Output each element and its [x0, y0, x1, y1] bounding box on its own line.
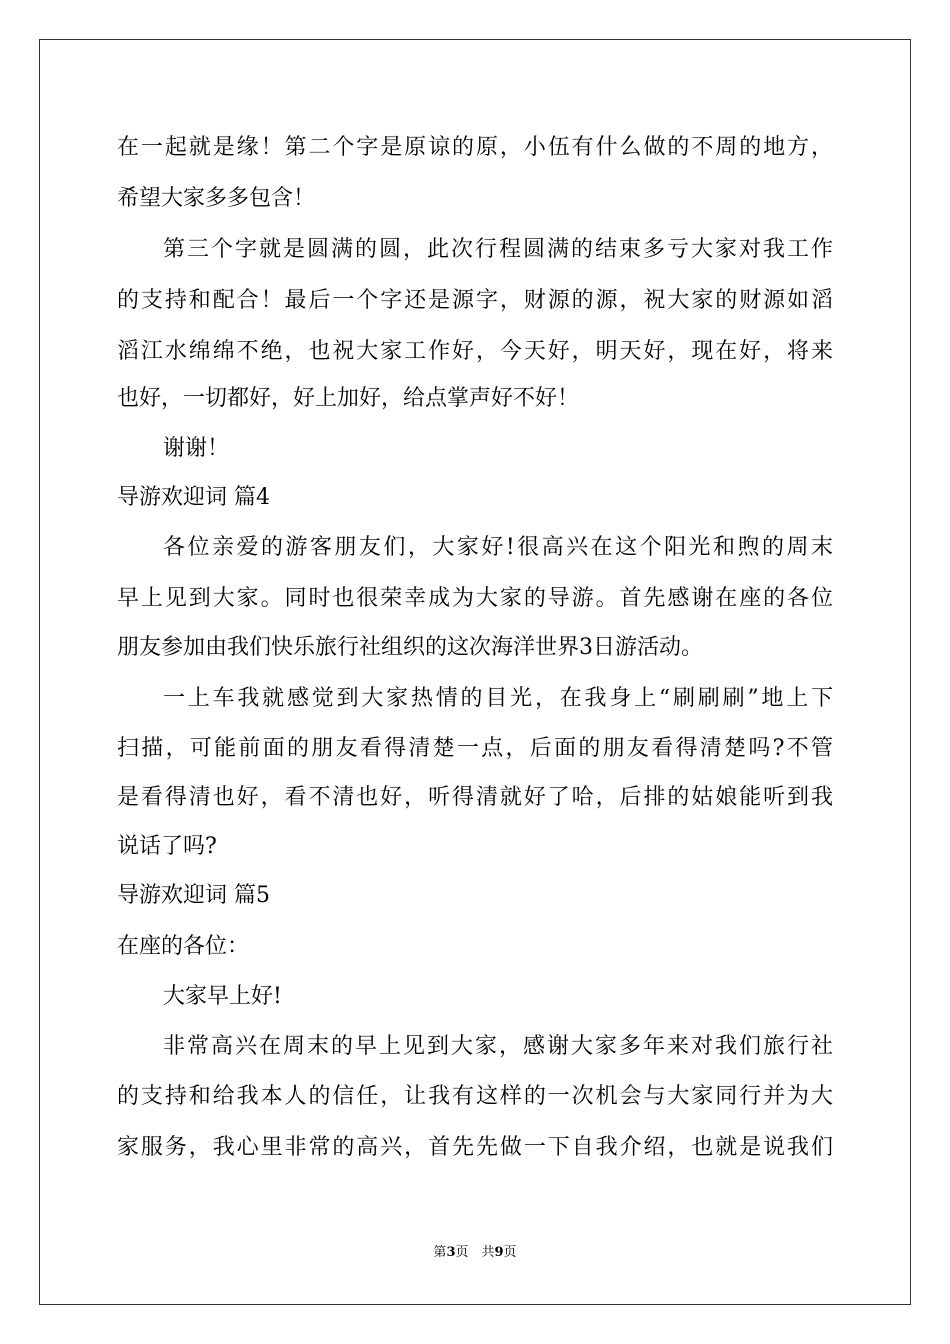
- page-prefix: 第: [433, 1245, 447, 1260]
- body-line: 希望大家多多包含！: [117, 186, 316, 211]
- page-suffix: 页: [503, 1245, 517, 1260]
- section-heading: 导游欢迎词 篇5: [117, 883, 270, 908]
- paragraph-start: 大家早上好!: [163, 984, 282, 1009]
- paragraph-start: 一上车我就感觉到大家热情的目光，在我身上“刷刷刷”地上下: [163, 686, 833, 711]
- body-line: 的支持和配合！最后一个字还是源字，财源的源，祝大家的财源如滔: [117, 288, 833, 313]
- page-footer: [0, 1244, 950, 1262]
- body-line: 在座的各位：: [117, 934, 250, 959]
- body-line: 家服务，我心里非常的高兴，首先先做一下自我介绍，也就是说我们: [117, 1135, 833, 1160]
- body-line: 朋友参加由我们快乐旅行社组织的这次海洋世界3日游活动。: [117, 635, 703, 660]
- body-line: 是看得清也好，看不清也好，听得清就好了哈，后排的姑娘能听到我: [117, 785, 833, 810]
- body-line: 在一起就是缘！第二个字是原谅的原，小伍有什么做的不周的地方，: [117, 135, 833, 160]
- paragraph-start: 非常高兴在周末的早上见到大家，感谢大家多年来对我们旅行社: [163, 1034, 833, 1059]
- page-total-number: 9: [494, 1245, 504, 1260]
- page-mid: 页 共: [455, 1245, 495, 1260]
- body-line: 的支持和给我本人的信任，让我有这样的一次机会与大家同行并为大: [117, 1084, 833, 1109]
- body-line: 说话了吗?: [117, 834, 217, 859]
- paragraph-start: 各位亲爱的游客朋友们，大家好!很高兴在这个阳光和煦的周末: [163, 535, 833, 560]
- body-line: 也好，一切都好，好上加好，给点掌声好不好！: [117, 386, 580, 411]
- paragraph-start: 第三个字就是圆满的圆，此次行程圆满的结束多亏大家对我工作: [163, 237, 833, 262]
- section-heading: 导游欢迎词 篇4: [117, 485, 270, 510]
- body-line: 滔江水绵绵不绝，也祝大家工作好，今天好，明天好，现在好，将来: [117, 339, 833, 364]
- page-current-number: 3: [446, 1245, 456, 1260]
- paragraph-start: 谢谢！: [163, 436, 230, 461]
- page-border: [39, 39, 911, 1305]
- body-line: 扫描，可能前面的朋友看得清楚一点，后面的朋友看得清楚吗?不管: [117, 736, 833, 761]
- body-line: 早上见到大家。同时也很荣幸成为大家的导游。首先感谢在座的各位: [117, 586, 833, 611]
